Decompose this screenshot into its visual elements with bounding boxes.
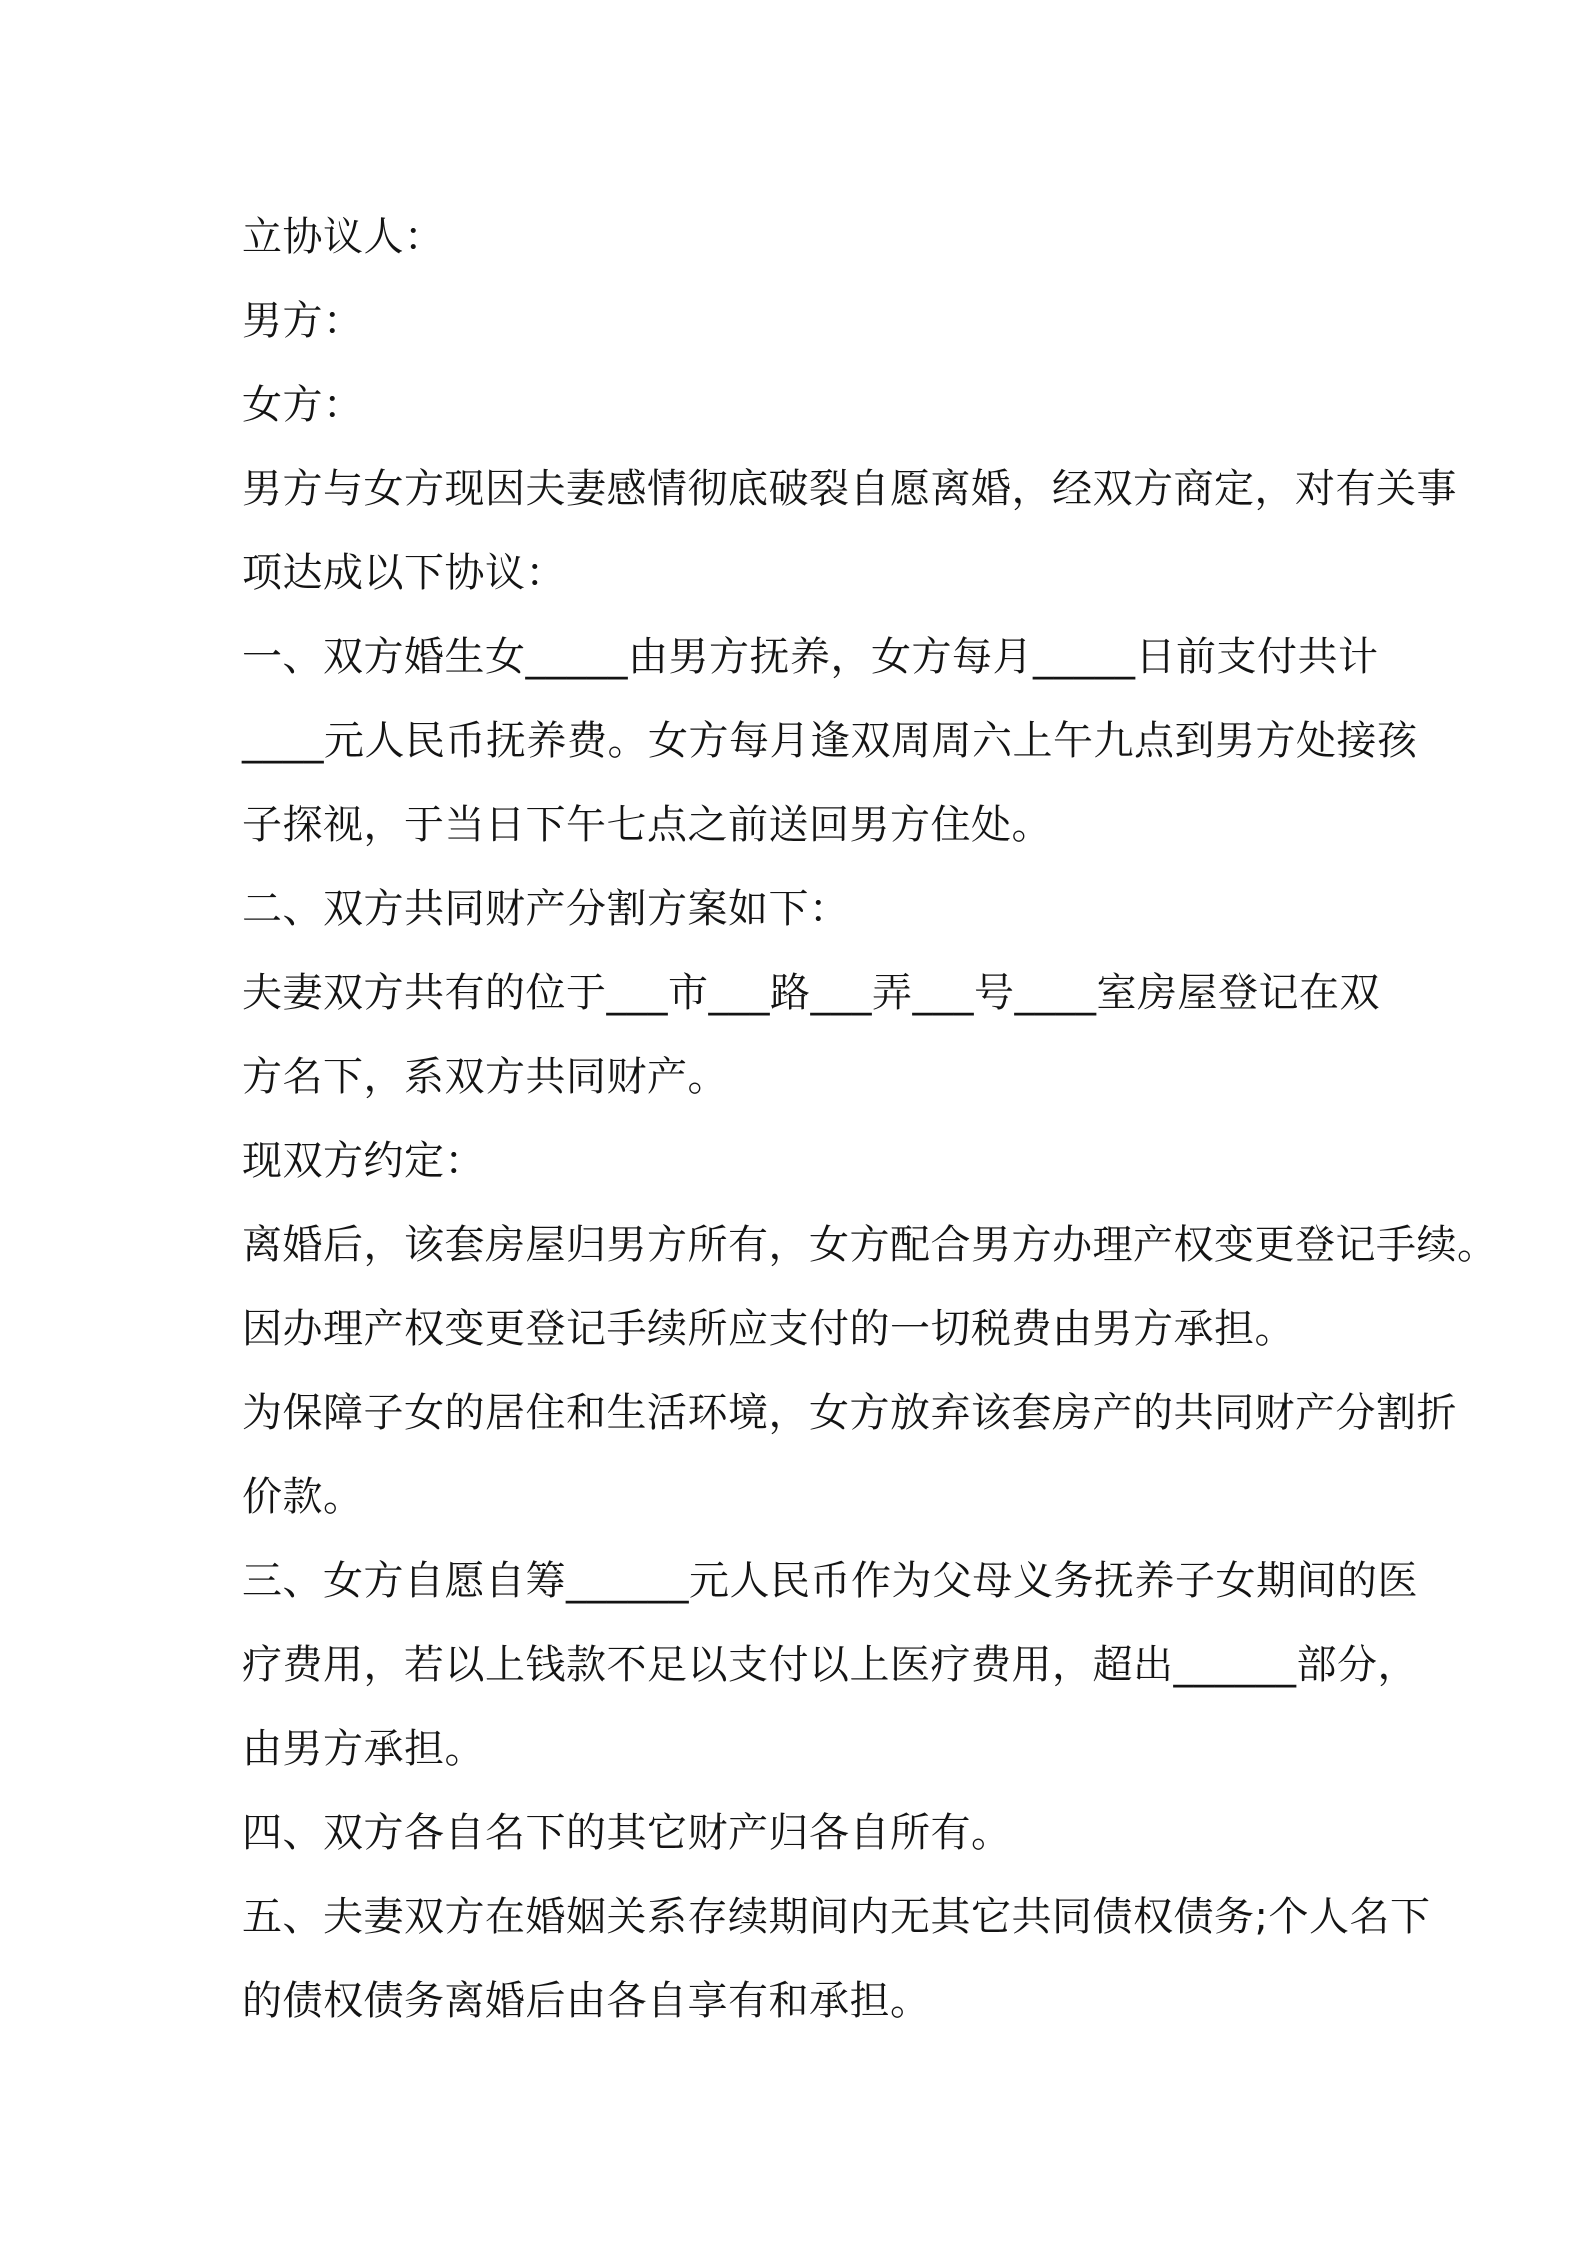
text-line: 一、双方婚生女_____由男方抚养，女方每月_____日前支付共计 [242, 634, 1379, 680]
text-line: 价款。 [242, 1474, 364, 1520]
text-line: 为保障子女的居住和生活环境，女方放弃该套房产的共同财产分割折 [242, 1390, 1457, 1436]
text-line: 方名下，系双方共同财产。 [242, 1054, 728, 1100]
text-line: 疗费用，若以上钱款不足以支付以上医疗费用，超出______部分， [242, 1642, 1418, 1688]
text-line: 立协议人： [242, 214, 445, 260]
text-line: 离婚后，该套房屋归男方所有，女方配合男方办理产权变更登记手续。 [242, 1222, 1498, 1268]
text-line: 男方： [242, 298, 364, 344]
text-line: 的债权债务离婚后由各自享有和承担。 [242, 1978, 931, 2024]
text-line: 子探视，于当日下午七点之前送回男方住处。 [242, 802, 1052, 848]
text-line: 四、双方各自名下的其它财产归各自所有。 [242, 1810, 1012, 1856]
text-line: 五、夫妻双方在婚姻关系存续期间内无其它共同债权债务;个人名下 [242, 1894, 1431, 1940]
text-line: 三、女方自愿自筹______元人民币作为父母义务抚养子女期间的医 [242, 1558, 1418, 1604]
text-line: 女方： [242, 382, 364, 428]
text-line: 由男方承担。 [242, 1726, 485, 1772]
text-line: 现双方约定： [242, 1138, 485, 1184]
agreement-text [242, 195, 1498, 2043]
text-line: 夫妻双方共有的位于___市___路___弄___号____室房屋登记在双 [242, 970, 1380, 1016]
text-line: 男方与女方现因夫妻感情彻底破裂自愿离婚，经双方商定，对有关事 [242, 466, 1457, 512]
text-line: 项达成以下协议： [242, 550, 566, 596]
text-line: 因办理产权变更登记手续所应支付的一切税费由男方承担。 [242, 1306, 1295, 1352]
text-line: ____元人民币抚养费。女方每月逢双周周六上午九点到男方处接孩 [242, 718, 1418, 764]
text-line: 二、双方共同财产分割方案如下： [242, 886, 850, 932]
